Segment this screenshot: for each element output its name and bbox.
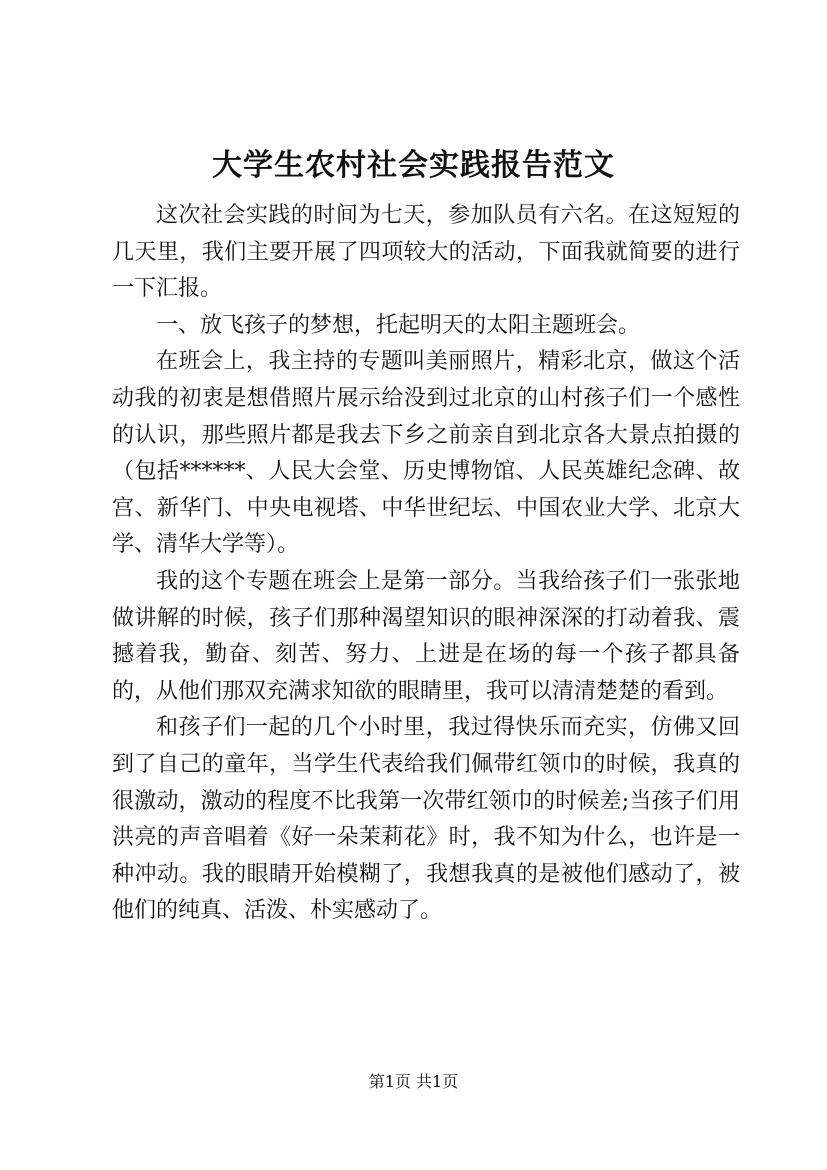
paragraph-intro: 这次社会实践的时间为七天，参加队员有六名。在这短短的几天里，我们主要开展了四项较大的活动，下面我就简要的进行一下汇报。	[112, 203, 740, 302]
paragraph-class-meeting: 在班会上，我主持的专题叫美丽照片，精彩北京，做这个活动我的初衷是想借照片展示给没到过北京的山村孩子们一个感性的认识，那些照片都是我去下乡之前亲自到北京各大景点拍摄的（包括******、人民大会堂、历史博物馆、人民英雄纪念碑、故宫、新华门、中央电视塔、中华世纪坛、中国农业大学、北京大学、清华大学等）。	[112, 349, 740, 558]
page-footer: 第1页 共1页	[368, 1072, 459, 1091]
paragraph-topic: 我的这个专题在班会上是第一部分。当我给孩子们一张张地做讲解的时候，孩子们那种渴望知识的眼神深深的打动着我、震撼着我，勤奋、刻苦、努力、上进是在场的每一个孩子都具备的，从他们那双充满求知欲的眼睛里，我可以清清楚楚的看到。	[112, 568, 740, 704]
document-title: 大学生农村社会实践报告范文	[212, 148, 615, 183]
document-body	[112, 198, 740, 930]
paragraph-reflection: 和孩子们一起的几个小时里，我过得快乐而充实，仿佛又回到了自己的童年，当学生代表给我们佩带红领巾的时候，我真的很激动，激动的程度不比我第一次带红领巾的时候差;当孩子们用洪亮的声音唱着《好一朵茉莉花》时，我不知为什么，也许是一种冲动。我的眼睛开始模糊了，我想我真的是被他们感动了，被他们的纯真、活泼、朴实感动了。	[112, 715, 740, 924]
paragraph-section-heading: 一、放飞孩子的梦想，托起明天的太阳主题班会。	[156, 312, 641, 338]
